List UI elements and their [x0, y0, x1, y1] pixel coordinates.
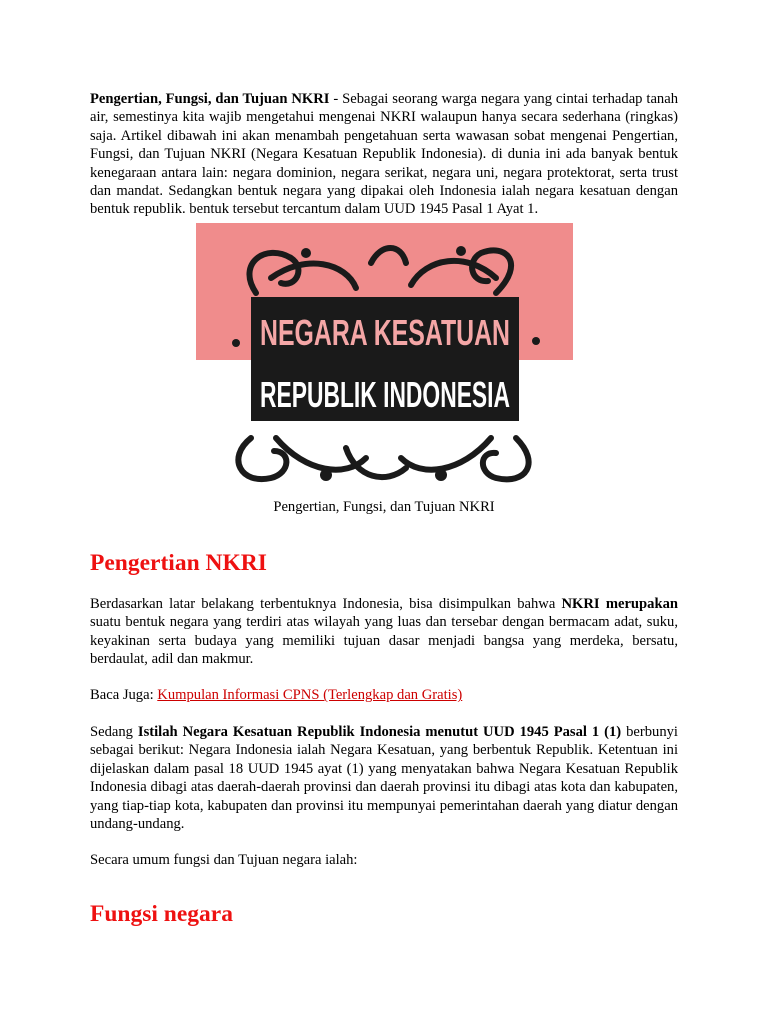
banner-line2: REPUBLIK INDONESIA: [259, 373, 510, 415]
article-content: [90, 90, 678, 928]
baca-juga-link[interactable]: Kumpulan Informasi CPNS (Terlengkap dan Gratis): [157, 687, 463, 704]
heading-fungsi: Fungsi negara: [90, 900, 233, 927]
banner-line1: NEGARA KESATUAN: [259, 311, 510, 353]
heading-pengertian: Pengertian NKRI: [90, 549, 267, 576]
intro-paragraph: [90, 90, 678, 219]
fungsi-intro-paragraph: Secara umum fungsi dan Tujuan negara ialah:: [90, 852, 358, 869]
pengertian-bold: NKRI merupakan: [561, 595, 678, 612]
figure-caption: Pengertian, Fungsi, dan Tujuan NKRI: [273, 498, 495, 515]
istilah-text-a: Sedang: [90, 723, 138, 740]
intro-title: Pengertian, Fungsi, dan Tujuan NKRI: [90, 91, 330, 107]
banner-figure: [90, 223, 678, 516]
banner-image: [196, 223, 573, 497]
baca-juga-line: [90, 686, 678, 704]
banner-illustration: [196, 223, 573, 497]
istilah-text-b: berbunyi sebagai berikut: Negara Indonesia ialah Negara Kesatuan, yang berbentuk Republik. Ketentuan ini dijelaskan dalam pasal 18 UUD 1945 ayat (1) yang menyatakan bahwa Negara Kesatuan Republik Indonesia dibagi atas daerah-daerah provinsi dan daerah provinsi itu dibagi atas kota dan kabupaten, yang tiap-tiap kota, kabupaten dan provinsi itu mempunyai pemerintahan daerah yang diatur dengan undang-undang.: [90, 723, 678, 832]
pengertian-paragraph: [90, 595, 678, 669]
istilah-bold: Istilah Negara Kesatuan Republik Indonesia menutut UUD 1945 Pasal 1 (1): [137, 723, 622, 740]
pengertian-text-a: Berdasarkan latar belakang terbentuknya Indonesia, bisa disimpulkan bahwa: [90, 595, 562, 612]
pengertian-text-b: suatu bentuk negara yang terdiri atas wilayah yang luas dan tersebar dengan bermacam adat, suku, keyakinan serta budaya yang memiliki tujuan dasar menjadi bangsa yang merdeka, bersatu, berdaulat, adil dan makmur.: [90, 614, 678, 668]
intro-text: - Sebagai seorang warga negara yang cintai terhadap tanah air, semestinya kita wajib mengetahui mengenai NKRI walaupun hanya secara sederhana (ringkas) saja. Artikel dibawah ini akan menambah pengetahuan serta wawasan sobat mengenai Pengertian, Fungsi, dan Tujuan NKRI (Negara Kesatuan Republik Indonesia). di dunia ini ada banyak bentuk kenegaraan antara lain: negara dominion, negara serikat, negara uni, negara protektorat, serta trust dan mandat. Sedangkan bentuk negara yang dipakai oleh Indonesia ialah negara kesatuan dengan bentuk republik. bentuk tersebut tercantum dalam UUD 1945 Pasal 1 Ayat 1.: [90, 91, 678, 218]
istilah-paragraph: [90, 723, 678, 833]
baca-juga-label: Baca Juga:: [90, 687, 158, 704]
